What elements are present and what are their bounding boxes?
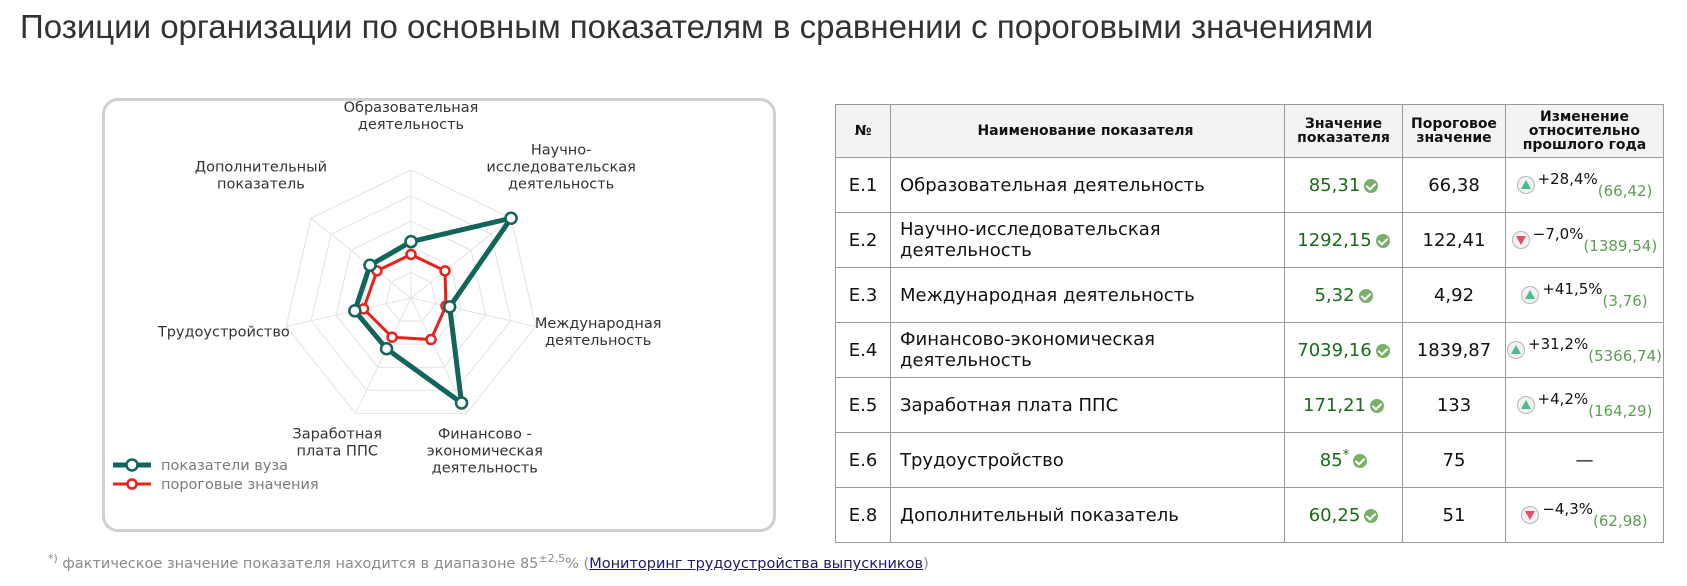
arrow-up-icon	[1517, 176, 1535, 194]
row-value: 85,31	[1285, 158, 1403, 213]
row-change	[1506, 323, 1664, 378]
row-change	[1506, 213, 1664, 268]
radar-axis-label: Образовательная деятельность	[343, 101, 479, 133]
row-name: Научно-исследовательская деятельность	[891, 213, 1285, 268]
previous-value: (66,42)	[1597, 182, 1653, 200]
data-point-threshold	[407, 250, 416, 259]
row-num: Е.3	[836, 268, 891, 323]
data-point-threshold	[388, 333, 397, 342]
row-threshold: 75	[1403, 433, 1506, 488]
row-threshold: 122,41	[1403, 213, 1506, 268]
data-point-university	[444, 301, 455, 312]
value-footnote-mark: *	[1342, 447, 1350, 463]
header-threshold: Пороговое значение	[1403, 105, 1506, 158]
header-name: Наименование показателя	[891, 105, 1285, 158]
row-value: 171,21	[1285, 378, 1403, 433]
series-line-university	[355, 218, 511, 403]
legend-label: показатели вуза	[161, 458, 288, 474]
row-name: Финансово-экономическая деятельность	[891, 323, 1285, 378]
data-point-university	[349, 305, 360, 316]
previous-value: (5366,74)	[1588, 347, 1662, 365]
previous-value: (3,76)	[1602, 292, 1648, 310]
change-percent: +41,5%	[1542, 280, 1603, 298]
table-row	[836, 433, 1664, 488]
no-change-dash: —	[1575, 449, 1594, 471]
row-threshold: 133	[1403, 378, 1506, 433]
check-icon	[1359, 289, 1373, 303]
row-value: 5,32	[1285, 268, 1403, 323]
row-value: 60,25	[1285, 488, 1403, 543]
check-icon	[1364, 179, 1378, 193]
data-point-university	[364, 260, 375, 271]
radar-axis-label: Дополнительный показатель	[194, 159, 328, 193]
row-name: Международная деятельность	[891, 268, 1285, 323]
radar-chart-panel	[102, 98, 776, 532]
table-row	[836, 488, 1664, 543]
legend-label: пороговые значения	[161, 477, 319, 493]
table-row	[836, 323, 1664, 378]
legend-swatch-marker	[127, 460, 138, 471]
row-change	[1506, 488, 1664, 543]
check-icon	[1364, 509, 1378, 523]
row-name: Дополнительный показатель	[891, 488, 1285, 543]
page-title: Позиции организации по основным показателям в сравнении с пороговыми значениями	[20, 8, 1374, 45]
row-threshold: 4,92	[1403, 268, 1506, 323]
table-header-row	[836, 105, 1664, 158]
row-num: Е.5	[836, 378, 891, 433]
data-point-threshold	[426, 335, 435, 344]
change-percent: −4,3%	[1542, 500, 1593, 518]
data-point-university	[406, 236, 417, 247]
radar-axis-label: Международная деятельность	[534, 316, 662, 350]
row-value: 7039,16	[1285, 323, 1403, 378]
row-num: Е.6	[836, 433, 891, 488]
data-point-university	[456, 397, 467, 408]
header-num: №	[836, 105, 891, 158]
check-icon	[1376, 234, 1390, 248]
footnote: *) фактическое значение показателя находится в диапазоне $85^{\pm 2,5}\%$ (Мониторинг трудоустройства выпускников)	[48, 552, 929, 572]
row-threshold: 51	[1403, 488, 1506, 543]
previous-value: (62,98)	[1593, 512, 1648, 530]
table-row	[836, 158, 1664, 213]
row-change	[1506, 268, 1664, 323]
row-num: Е.4	[836, 323, 891, 378]
change-percent: +28,4%	[1537, 170, 1598, 188]
row-change	[1506, 433, 1664, 488]
arrow-down-icon	[1521, 506, 1539, 524]
radar-axis-label: Трудоустройство	[157, 324, 290, 341]
table-row	[836, 268, 1664, 323]
row-name: Заработная плата ППС	[891, 378, 1285, 433]
check-icon	[1370, 399, 1384, 413]
arrow-up-icon	[1507, 341, 1525, 359]
radar-axis-label: Заработная плата ППС	[292, 426, 383, 460]
arrow-up-icon	[1521, 286, 1539, 304]
previous-value: (164,29)	[1588, 402, 1653, 420]
check-icon	[1353, 454, 1367, 468]
change-percent: −7,0%	[1532, 225, 1584, 243]
change-percent: +4,2%	[1537, 390, 1589, 408]
radar-axis-line	[355, 298, 411, 413]
row-change	[1506, 158, 1664, 213]
radar-chart	[105, 101, 773, 529]
check-icon	[1376, 344, 1390, 358]
row-value: 1292,15	[1285, 213, 1403, 268]
previous-value: (1389,54)	[1583, 237, 1658, 255]
header-value: Значение показателя	[1285, 105, 1403, 158]
table-row	[836, 213, 1664, 268]
legend-swatch-marker	[128, 480, 137, 489]
change-percent: +31,2%	[1528, 335, 1589, 353]
header-change: Изменение относительно прошлого года	[1506, 105, 1664, 158]
row-num: Е.1	[836, 158, 891, 213]
indicators-table	[835, 104, 1664, 543]
table-row	[836, 378, 1664, 433]
radar-axis-label: Финансово -экономическая деятельность	[426, 426, 543, 477]
row-value: 85*	[1285, 433, 1403, 488]
data-point-university	[381, 343, 392, 354]
arrow-down-icon	[1512, 231, 1530, 249]
row-num: Е.2	[836, 213, 891, 268]
employment-monitoring-link[interactable]: Мониторинг трудоустройства выпускников	[589, 555, 924, 572]
row-num: Е.8	[836, 488, 891, 543]
arrow-up-icon	[1517, 396, 1535, 414]
row-name: Образовательная деятельность	[891, 158, 1285, 213]
row-threshold: 66,38	[1403, 158, 1506, 213]
row-name: Трудоустройство	[891, 433, 1285, 488]
radar-axis-label: Научно-исследовательская деятельность	[486, 142, 636, 193]
row-change	[1506, 378, 1664, 433]
data-point-threshold	[441, 266, 450, 275]
row-threshold: 1839,87	[1403, 323, 1506, 378]
data-point-university	[506, 213, 517, 224]
